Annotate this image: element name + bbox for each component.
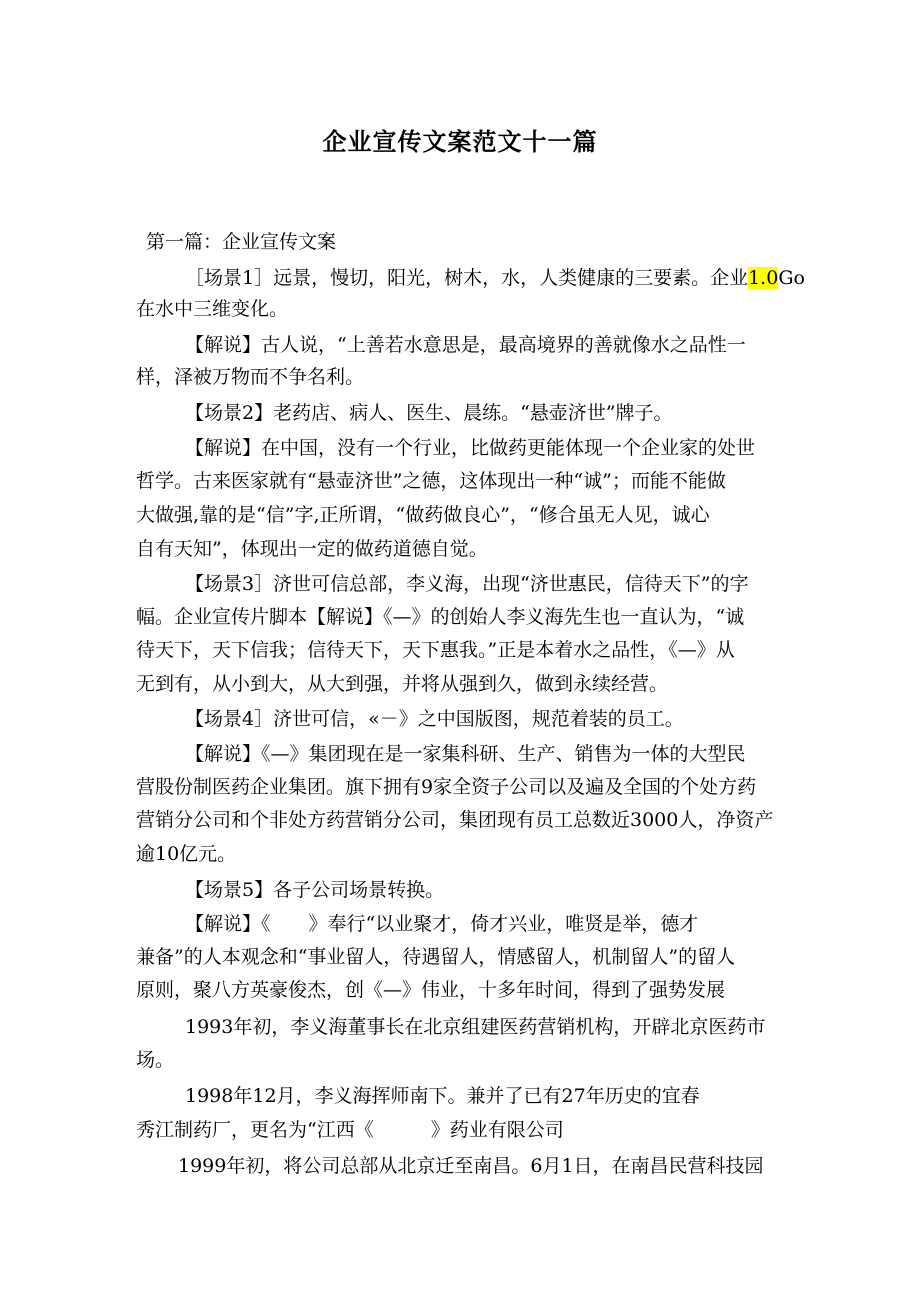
text-line: 1998年12月，李义海挥师南下。兼并了已有27年历史的宜春 [185, 1085, 700, 1107]
text-line: 幅。企业宣传片脚本【解说】《—》的创始人李义海先生也一直认为，“诚 [136, 606, 745, 628]
text-line: 场。 [136, 1049, 175, 1071]
text-line: 在水中三维变化。 [136, 298, 289, 320]
text-line: 自有天知”，体现出一定的做药道德自觉。 [136, 538, 488, 560]
text-segment: Go [778, 267, 805, 289]
text-line: 逾10亿元。 [136, 843, 237, 865]
text-line: 无到有，从小到大，从大到强，并将从强到久，做到永续经营。 [136, 673, 669, 695]
text-line: 哲学。古来医家就有“悬壶济世”之德，这体现出一种“诚”；而能不能做 [136, 470, 726, 492]
section-heading: 第一篇：企业宣传文案 [146, 231, 337, 253]
text-line: 营销分公司和个非处方药营销分公司，集团现有员工总数近3000人，净资产 [136, 809, 774, 831]
text-line: 大做强,靠的是“信”字,正所谓，“做药做良心”，“修合虽无人见，诚心 [136, 504, 710, 526]
text-line: 【解说】《 》奉行“以业聚才，倚才兴业，唯贤是举，德才 [185, 913, 699, 935]
text-line: 【场景5】各子公司场景转换。 [185, 879, 445, 901]
text-line: 1999年初，将公司总部从北京迁至南昌。6月1日，在南昌民营科技园 [178, 1155, 764, 1177]
text-line: 【场景2】老药店、病人、医生、晨练。“悬壶济世”牌子。 [185, 402, 673, 424]
text-line: 待天下，天下信我；信待天下，天下惠我。”正是本着水之品性，《—》从 [136, 639, 735, 661]
text-line: 【解说】在中国，没有一个行业，比做药更能体现一个企业家的处世 [185, 437, 756, 459]
text-line: 【场景3］济世可信总部，李义海，出现“济世惠民，信待天下”的字 [185, 573, 749, 595]
text-line: 样，泽被万物而不争名利。 [136, 366, 365, 388]
text-segment: ［场景1］远景，慢切，阳光，树木，水，人类健康的三要素。企业 [185, 267, 749, 289]
text-line: 【解说】古人说，“上善若水意思是，最高境界的善就像水之品性一 [185, 334, 746, 356]
highlighted-text: 1.0 [748, 267, 779, 289]
text-line: 秀江制药厂，更名为“江西《 》药业有限公司 [136, 1119, 564, 1141]
text-line: 原则，聚八方英豪俊杰，创《—》伟业，十多年时间，得到了强势发展 [136, 979, 726, 1001]
page-title: 企业宣传文案范文十一篇 [322, 128, 598, 156]
text-line [185, 265, 805, 291]
text-line: 1993年初，李义海董事长在北京组建医药营销机构，开辟北京医药市 [185, 1016, 766, 1038]
text-line: 营股份制医药企业集团。旗下拥有9家全资子公司以及遍及全国的个处方药 [136, 776, 757, 798]
text-line: 【场景4］济世可信，«－》之中国版图，规范着装的员工。 [185, 708, 684, 730]
text-line: 【解说】《—》集团现在是一家集科研、生产、销售为一体的大型民 [185, 743, 746, 765]
text-line: 兼备”的人本观念和“事业留人，待遇留人，情感留人，机制留人”的留人 [136, 946, 736, 968]
